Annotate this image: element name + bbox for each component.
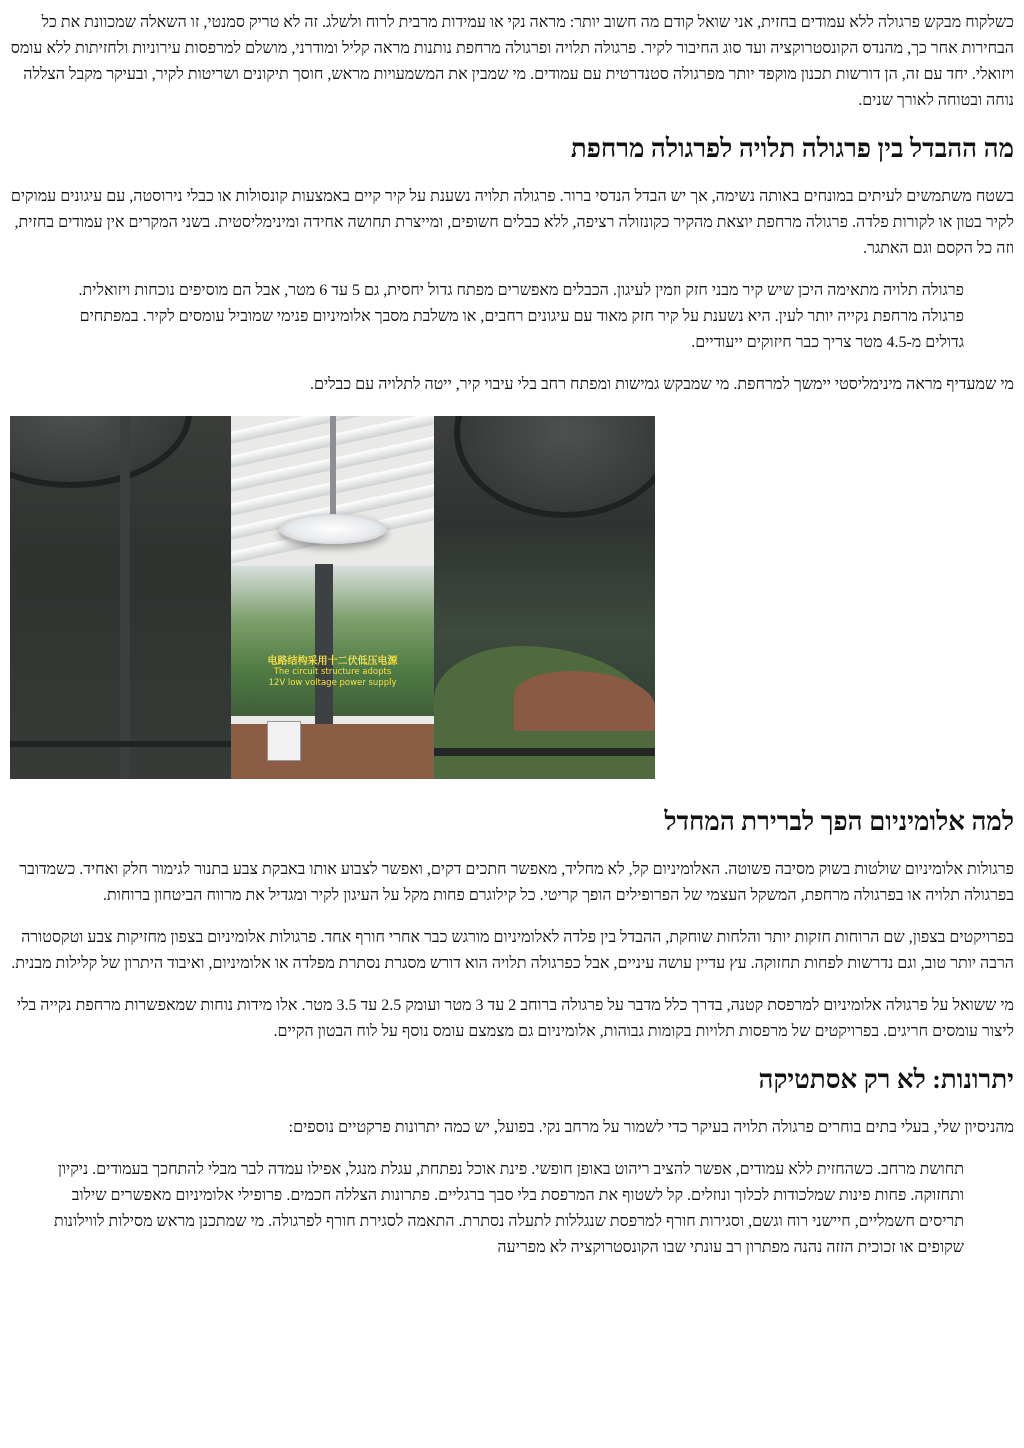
preference-paragraph: מי שמעדיף מראה מינימליסטי יימשך למרחפת. מי שמבקש גמישות ומפתח רחב בלי עיבוי קיר, ייטה לתלויה עם כבלים. xyxy=(309,376,1014,393)
power-supply-box xyxy=(267,721,301,761)
image-rail xyxy=(10,741,231,747)
section-heading-aluminum: למה אלומיניום הפך לברירת המחדל xyxy=(664,807,1014,836)
figure-container xyxy=(10,416,1014,779)
landscape-soil xyxy=(514,671,655,731)
advantages-intro: מהניסיון שלי, בעלי בתים בוחרים פרגולה תלויה בעיקר כדי לשמור על מרחב נקי. בפועל, יש כמה יתרונות פרקטיים נוספים: xyxy=(288,1119,1014,1136)
image-panel-right xyxy=(434,416,655,779)
quote-text: פרגולה תלויה מתאימה היכן שיש קיר מבני חזק וזמין לעיגון. הכבלים מאפשרים מפתח גדול יחסית, גם 5 עד 6 מטר, אבל הם מוסיפים נוכחות ויזואלית. פרגולה מרחפת נקייה יותר לעין. היא נשענת על קיר חזק מאוד עם עיגונים רחבים, או משלבת מסבך אלומיניום פנימי שמוביל עומסים לקיר. במפתחים גדולים מ-4.5 מטר צריך כבר חיזוקים ייעודיים. xyxy=(78,282,964,351)
deck-floor xyxy=(231,724,434,779)
pergola-ceiling-fan-image xyxy=(10,416,655,779)
image-ring-left xyxy=(10,416,192,488)
section-heading-difference: מה ההבדל בין פרגולה תלויה לפרגולה מרחפת xyxy=(570,134,1014,163)
difference-paragraph: בשטח משתמשים לעיתים במונחים באותה נשימה, אך יש הבדל הנדסי ברור. פרגולה תלויה נשענת על קיר קיים באמצעות קונסולות או כבלי נירוסטה, עם עיגונים עמוקים לקיר בטון או לקורות פלדה. פרגולה מרחפת יוצאת מהקיר כקונזולה רציפה, ללא כבלים חשופים, ומייצרת תחושה אחידה ומינימליסטית. בשני המקרים אין עמודים בחזית, וזה כל הקסם וגם האתגר. xyxy=(10,188,1014,257)
caption-chinese: 电路结构采用十二伏低压电源 xyxy=(267,656,398,667)
image-ring-right xyxy=(454,416,655,518)
difference-quote xyxy=(50,278,964,356)
image-frame-bar xyxy=(120,416,130,779)
image-rail xyxy=(434,748,655,756)
image-caption xyxy=(231,656,434,689)
caption-english-line1: The circuit structure adopts xyxy=(273,667,392,677)
list-item: תחושת מרחב. כשהחזית ללא עמודים, אפשר להציב ריהוט באופן חופשי. פינת אוכל נפתחת, עגלת מנגל, אפילו עמדה לבר מבלי להתחכך בעמודים. ניקיון ותחזוקה. פחות פינות שמלכודות לכלוך ונוזלים. קל לשטוף את המרפסת בלי סבך ברגליים. פתרונות הצללה חכמים. פרופילי אלומיניום מאפשרים שילוב תריסים חשמליים, חיישני רוח וגשם, וסגירות חורף למרפסת שנגללות לתעלה נסתרת. התאמה לסגירת חורף לפרגולה. מי שמתכנן מראש מסילות לווילונות שקופים או זכוכית הזזה נהנה מפתרון רב עונתי שבו הקונסטרוקציה לא מפריעה xyxy=(53,1161,964,1256)
section-heading-advantages: יתרונות: לא רק אסתטיקה xyxy=(758,1065,1014,1094)
aluminum-paragraph-3: מי ששואל על פרגולה אלומיניום למרפסת קטנה, בדרך כלל מדבר על פרגולה ברוחב 2 עד 3 מטר ועומק 2.5 עד 3.5 מטר. אלו מידות נוחות שמאפשרות מרחפת נקייה בלי ליצור עומסים חריגים. בפרויקטים של מרפסות תלויות בקומות גבוהות, אלומיניום גם מצמצם עומס נוסף על לוח הבטון הקיים. xyxy=(16,997,1014,1040)
ceiling-fan-light xyxy=(279,514,387,544)
aluminum-paragraph-1: פרגולות אלומיניום שולטות בשוק מסיבה פשוטה. האלומיניום קל, לא מחליד, מאפשר חתכים דקים, ואפשר לצבוע אותו באבקת צבע בתנור לגימור חלק ואחיד. כשמדובר בפרגולה תלויה או בפרגולה מרחפת, המשקל העצמי של הפרופילים הופך קריטי. כל קילוגרם פחות מקל על העיגון לקיר ומגדיל את מרווח הביטחון ברוחות. xyxy=(19,861,1014,904)
image-panel-left xyxy=(10,416,231,779)
fan-rod xyxy=(330,416,336,516)
aluminum-paragraph-2: בפרויקטים בצפון, שם הרוחות חזקות יותר והלחות שוחקת, ההבדל בין פלדה לאלומיניום מורגש כבר אחרי חורף אחד. פרגולות אלומיניום בצפון מחזיקות צבע וטקסטורה הרבה יותר טוב, וגם נדרשות לפחות תחזוקה. עץ עדיין עושה עיניים, אבל כפרגולה תלויה הוא דורש מסגרת נסתרת מפלדה או אלומיניום, ואיבוד היתרון של קלילות מבנית. xyxy=(11,929,1014,972)
caption-english-line2: 12V low voltage power supply xyxy=(268,678,397,688)
advantages-list xyxy=(50,1157,964,1261)
image-panel-middle xyxy=(231,416,434,779)
intro-paragraph: כשלקוח מבקש פרגולה ללא עמודים בחזית, אני שואל קודם מה חשוב יותר: מראה נקי או עמידות מרבית לרוח ולשלג. זה לא טריק סמנטי, זו השאלה שמכוונת את כל הבחירות אחר כך, מהנדס הקונסטרוקציה ועד סוג החיבור לקיר. פרגולה תלויה ופרגולה מרחפת נותנות מראה קליל ומודרני, מושלם למרפסות עירוניות ולחזיתות ללא עומס ויזואלי. יחד עם זה, הן דורשות תכנון מוקפד יותר מפרגולה סטנדרטית עם עמודים. מי שמבין את המשמעויות מראש, חוסך תיקונים ושריטות לקיר, ובעיקר מקבל הצללה נוחה ובטוחה לאורך שנים. xyxy=(10,14,1014,109)
